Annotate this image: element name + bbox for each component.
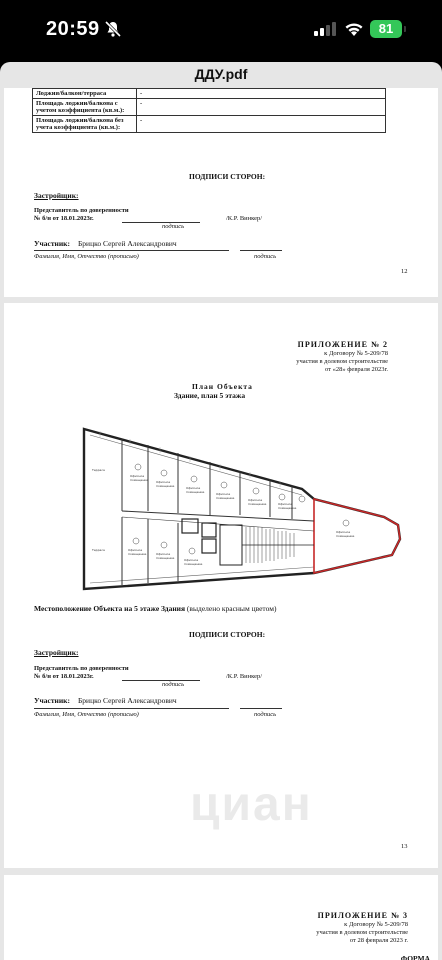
representative-line-1: Представитель по доверенности [34,207,129,214]
signature-line [122,222,200,223]
representative-name: /К.Р. Винкер/ [226,673,263,680]
svg-text:помещение: помещение [156,556,175,560]
appendix-line-2: участия в долевом строительстве [316,929,408,936]
fio-line [34,708,229,709]
table-cell: - [137,89,386,99]
location-caption [34,604,276,613]
participant-name: Брицко Сергей Александрович [78,696,177,705]
appendix-line-1: к Договору № 5-209/78 [324,350,388,357]
appendix-line-3: от 28 февраля 2023 г. [349,937,408,944]
svg-text:помещение: помещение [156,484,175,488]
svg-text:Офисное: Офисное [278,502,293,506]
table-row [33,116,386,133]
area-table [32,88,386,133]
pdf-page-12[interactable] [4,88,438,297]
fio-line [34,250,229,251]
appendix-title: ПРИЛОЖЕНИЕ № 3 [317,911,408,920]
svg-text:Офисное: Офисное [184,558,199,562]
signature-caption: подпись [162,681,185,688]
fio-caption: Фамилия, Имя, Отчество (прописью) [34,711,139,718]
signature-line [122,680,200,681]
svg-text:Офисное: Офисное [156,480,171,484]
svg-text:помещение: помещение [216,496,235,500]
location-bold: Местоположение Объекта на 5 этаже Здания [34,604,186,613]
representative-name: /К.Р. Винкер/ [226,215,263,222]
plan-subtitle: Здание, план 5 этажа [174,391,246,400]
svg-text:помещение: помещение [130,478,149,482]
table-cell: Площадь лоджии/балкона с учетом коэффициента (кв.м.): [33,99,137,116]
svg-text:Офисное: Офисное [156,552,171,556]
fio-caption: Фамилия, Имя, Отчество (прописью) [34,253,139,260]
plan-title: План Объекта [192,382,253,391]
watermark: циан [190,778,313,831]
developer-label: Застройщик: [34,648,79,657]
svg-text:помещение: помещение [336,534,355,538]
wifi-icon [344,21,364,37]
signature-line-2 [240,250,282,251]
appendix-line-2: участия в долевом строительстве [296,358,388,365]
location-normal: (выделено красным цветом) [186,604,277,613]
svg-text:Офисное: Офисное [248,498,263,502]
representative-line-2: № б/н от 18.01.2023г. [34,673,94,680]
svg-text:помещение: помещение [248,502,267,506]
battery-indicator: 81 [370,20,402,38]
svg-text:помещение: помещение [186,490,205,494]
signatures-heading: ПОДПИСИ СТОРОН: [189,630,266,639]
svg-text:помещение: помещение [128,552,147,556]
appendix-line-1: к Договору № 5-209/78 [344,921,408,928]
document-title: ДДУ.pdf [194,66,248,82]
table-cell: Площадь лоджии/балкона без учета коэффициента (кв.м.): [33,116,137,133]
signature-caption-2: подпись [254,253,277,260]
svg-text:помещение: помещение [184,562,203,566]
form-label: ФОРМА [400,954,430,960]
svg-text:Офисное: Офисное [186,486,201,490]
table-cell: - [137,99,386,116]
participant-label: Участник: [34,696,70,705]
signature-caption-2: подпись [254,711,277,718]
svg-text:Офисное: Офисное [336,530,351,534]
cellular-signal-icon [314,22,338,36]
status-bar [0,0,442,62]
status-time: 20:59 [46,18,100,40]
developer-label: Застройщик: [34,191,79,200]
table-cell: Лоджия/балкон/терраса [33,89,137,99]
page-number: 13 [401,843,408,850]
representative-line-1: Представитель по доверенности [34,665,129,672]
appendix-title: ПРИЛОЖЕНИЕ № 2 [297,340,388,349]
pdf-page-14[interactable] [4,875,438,960]
svg-text:Офисное: Офисное [216,492,231,496]
representative-line-2: № б/н от 18.01.2023г. [34,215,94,222]
page-number: 12 [401,268,408,275]
table-cell: - [137,116,386,133]
appendix-line-3: от «28» февраля 2023г. [324,366,388,373]
signature-caption: подпись [162,223,185,230]
svg-text:Офисное: Офисное [128,548,143,552]
participant-name: Брицко Сергей Александрович [78,239,177,248]
signature-line-2 [240,708,282,709]
pdf-viewer[interactable] [0,62,442,960]
participant-label: Участник: [34,239,70,248]
svg-text:Офисное: Офисное [130,474,145,478]
battery-tip [404,26,406,32]
table-row [33,89,386,99]
bell-off-icon [104,20,122,38]
svg-text:помещение: помещение [278,506,297,510]
table-row [33,99,386,116]
pdf-page-13[interactable] [4,303,438,868]
signatures-heading: ПОДПИСИ СТОРОН: [189,172,266,181]
svg-text:Терраса: Терраса [92,468,105,472]
svg-text:Терраса: Терраса [92,548,105,552]
floor-plan [70,427,410,592]
